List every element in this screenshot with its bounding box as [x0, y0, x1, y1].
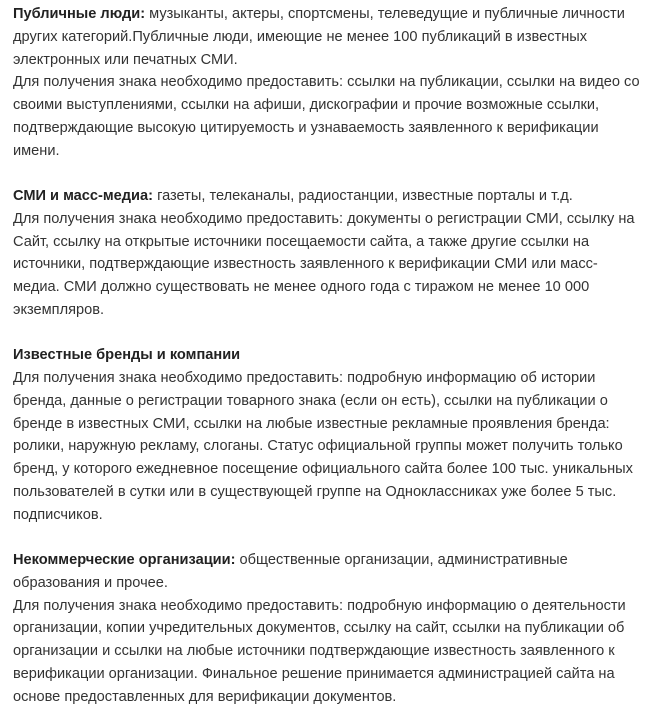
section-requirements: Для получения знака необходимо предоставить: документы о регистрации СМИ, ссылку на Сайт, ссылку на открытые источники посещаемости сайта, а также другие ссылки на источники, подтверждающие известность заявленного к верификации СМИ или масс-медиа. СМИ должно существовать не менее одного года с тиражом не менее 10 000 экземпляров. [13, 208, 641, 322]
section-intro-text: газеты, телеканалы, радиостанции, известные порталы и т.д. [153, 188, 573, 204]
document-body [13, 3, 641, 708]
section-heading: Известные бренды и компании [13, 344, 641, 367]
section-intro [13, 549, 641, 595]
section-intro-text: общественные организации, административные образования и прочее. [13, 552, 568, 591]
section-requirements: Для получения знака необходимо предоставить: подробную информацию об истории бренда, данные о регистрации товарного знака (если он есть), ссылки на публикации о бренде в известных СМИ, ссылки на любые известные рекламные проявления бренда: ролики, наружную рекламу, слоганы. Статус официальной группы может получить только бренд, у которого ежедневное посещение официального сайта более 100 тыс. уникальных пользователей в сутки или в существующей группе на Одноклассниках уже более 5 тыс. подписчиков. [13, 367, 641, 527]
section-public-people [13, 3, 641, 163]
section-intro [13, 3, 641, 71]
section-intro [13, 185, 641, 208]
section-intro-text: музыканты, актеры, спортсмены, телеведущие и публичные личности других категорий.Публичные люди, имеющие не менее 100 публикаций в известных электронных или печатных СМИ. [13, 6, 625, 68]
section-brands [13, 344, 641, 526]
section-requirements: Для получения знака необходимо предоставить: ссылки на публикации, ссылки на видео со своими выступлениями, ссылки на афиши, дискографии и прочие возможные ссылки, подтверждающие высокую цитируемость и узнаваемость заявленного к верификации имени. [13, 71, 641, 162]
section-requirements: Для получения знака необходимо предоставить: подробную информацию о деятельности организации, копии учредительных документов, ссылку на сайт, ссылки на публикации об организации и ссылки на любые источники подтверждающие известность заявленного к верификации организации. Финальное решение принимается администрацией сайта на основе предоставленных для верификации документов. [13, 595, 641, 708]
section-term: Публичные люди: [13, 6, 145, 22]
section-nonprofits [13, 549, 641, 708]
section-term: Некоммерческие организации: [13, 552, 235, 568]
section-media [13, 185, 641, 322]
section-term: СМИ и масс-медиа: [13, 188, 153, 204]
